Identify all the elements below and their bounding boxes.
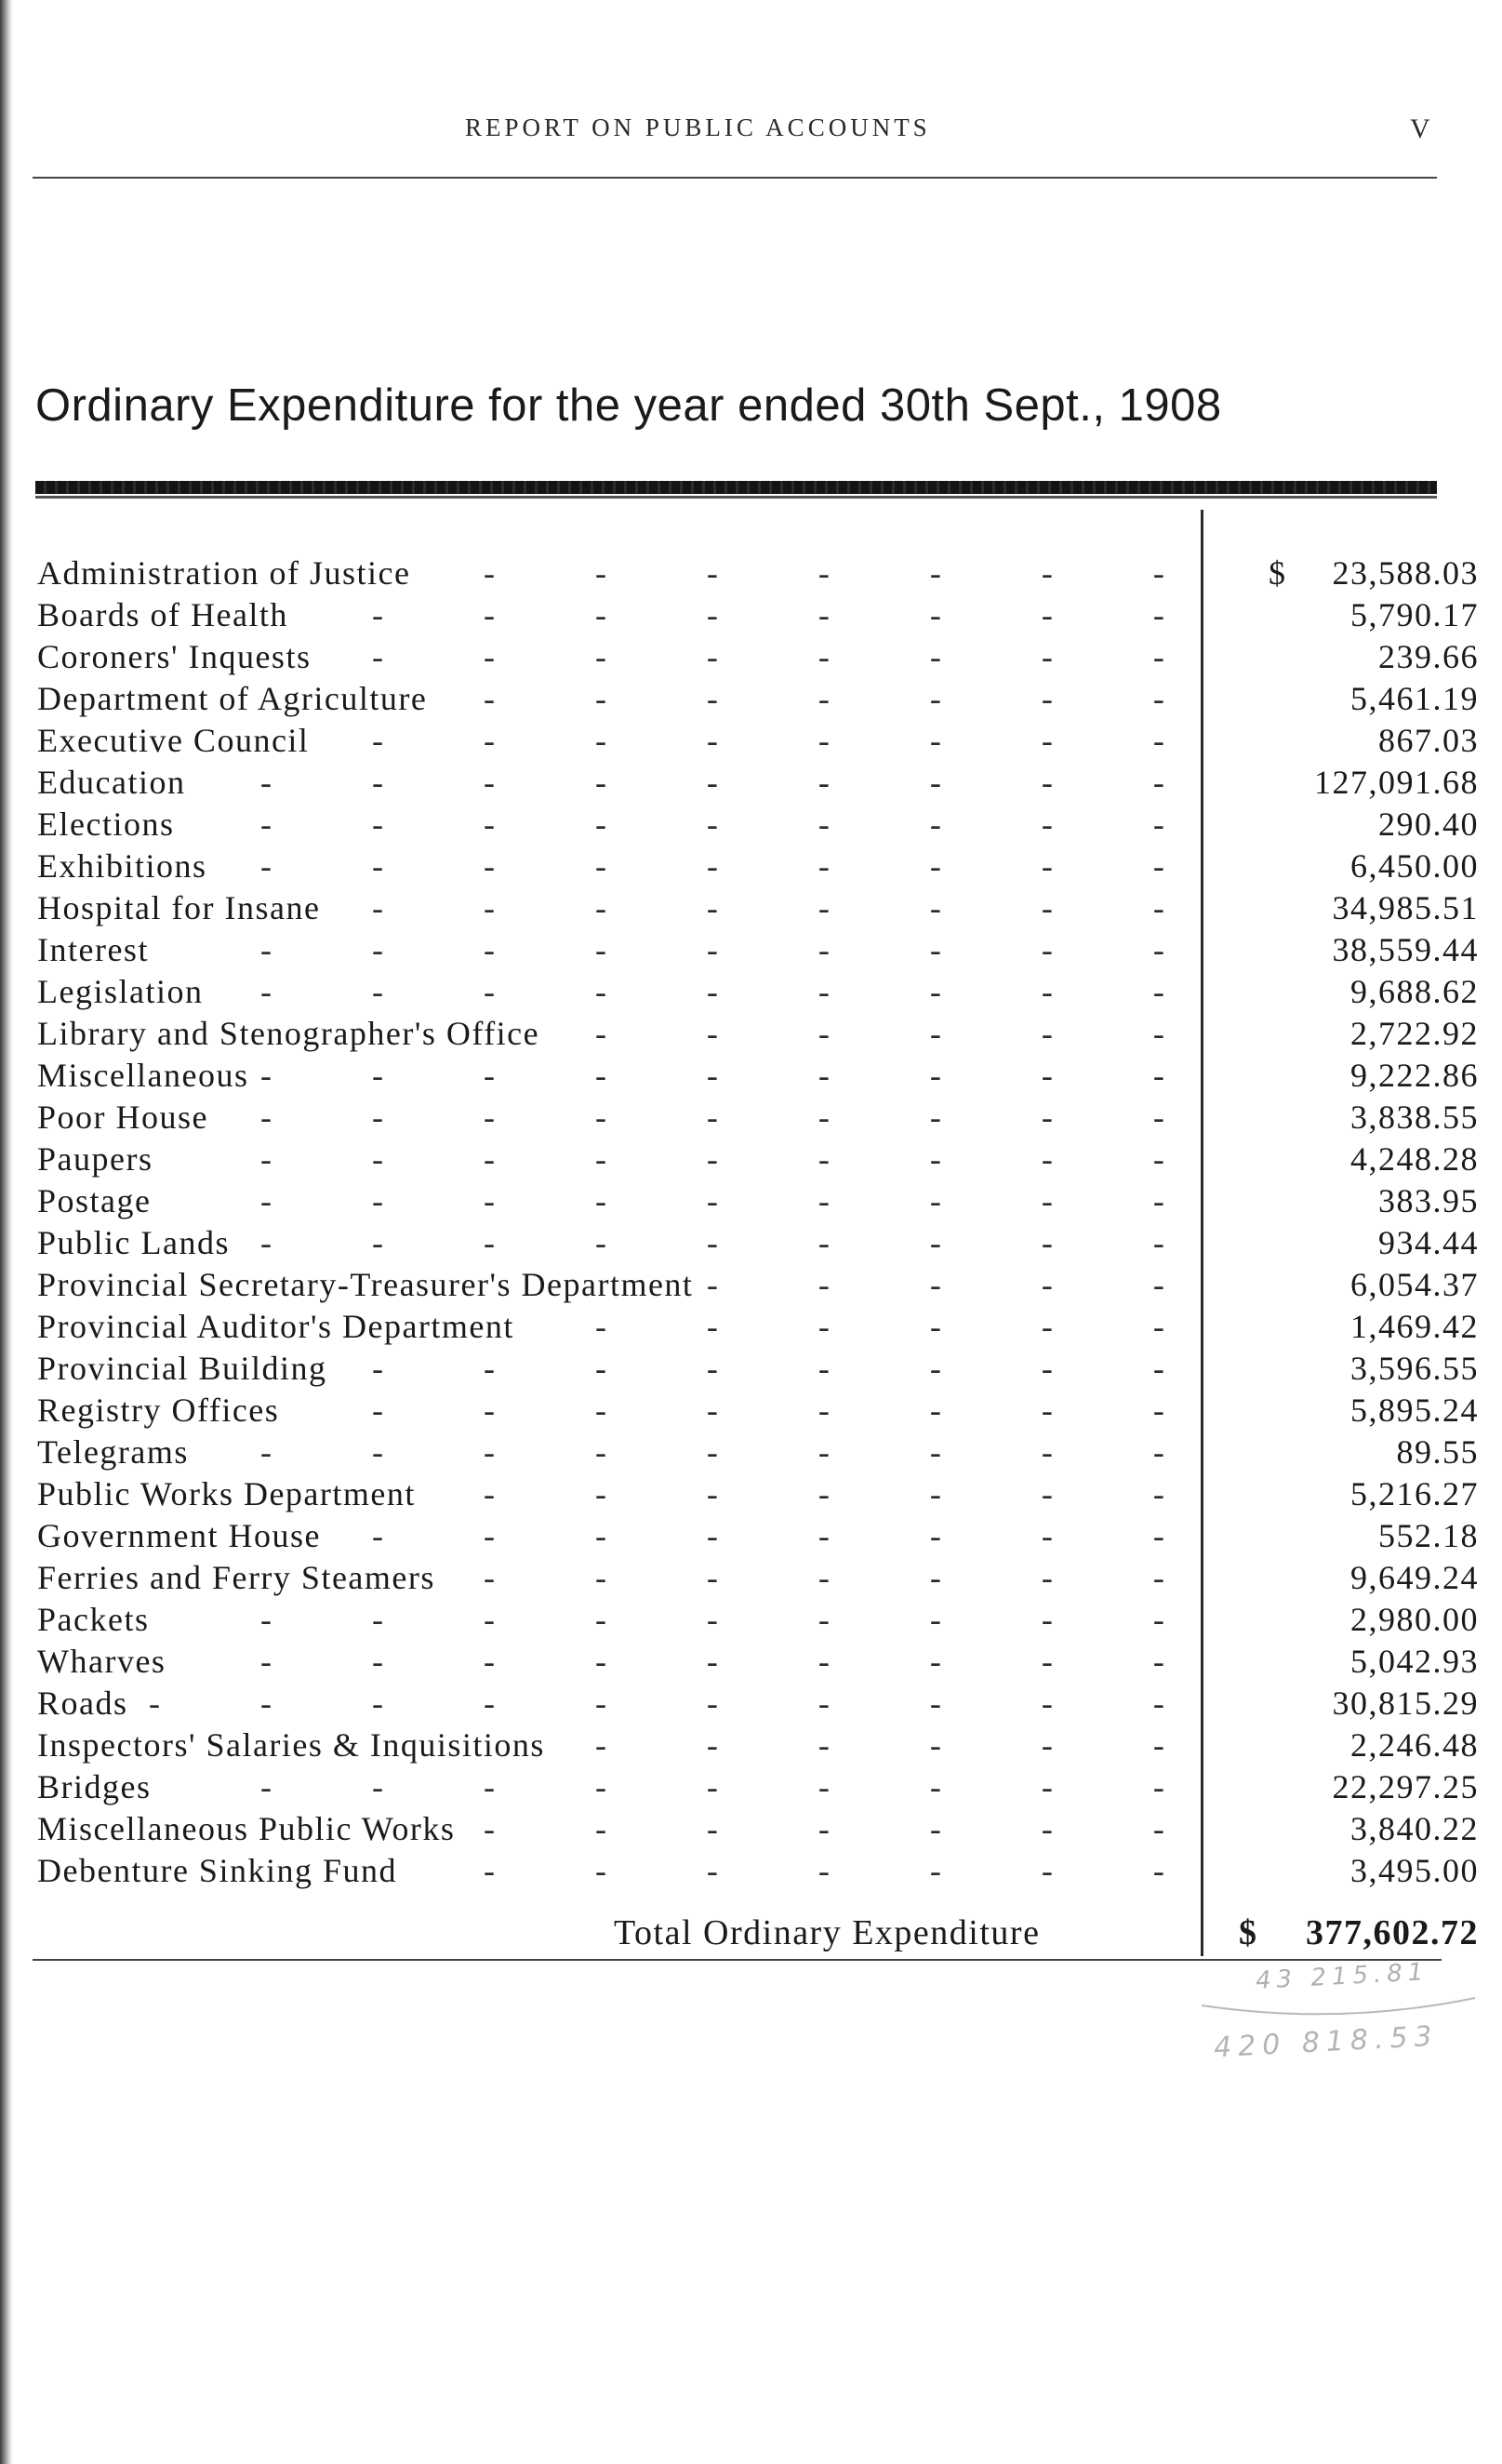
header-rule	[33, 177, 1437, 179]
item-label: Provincial Secretary-Treasurer's Department	[37, 1264, 706, 1306]
item-label: Public Lands	[37, 1222, 243, 1264]
table-row	[37, 1557, 1479, 1599]
item-amount	[1211, 678, 1479, 720]
item-amount-value: 552.18	[1378, 1517, 1479, 1554]
total-row	[37, 1911, 1479, 1955]
dot-leader	[37, 929, 1190, 971]
item-label: Provincial Building	[37, 1348, 340, 1390]
running-head	[0, 113, 1502, 151]
item-amount	[1211, 846, 1479, 887]
total-amount-value: 377,602.72	[1306, 1913, 1479, 1952]
item-label: Inspectors' Salaries & Inquisitions	[37, 1725, 558, 1766]
item-amount-value: 23,588.03	[1332, 554, 1479, 592]
item-amount-value: 934.44	[1378, 1224, 1479, 1261]
item-amount	[1211, 1055, 1479, 1097]
item-label: Elections	[37, 804, 187, 846]
item-amount	[1211, 1557, 1479, 1599]
item-amount	[1211, 1264, 1479, 1306]
footer-rule	[33, 1959, 1442, 1961]
table-row	[37, 1725, 1479, 1766]
item-amount	[1211, 1390, 1479, 1432]
table-row	[37, 1850, 1479, 1892]
item-label: Poor House	[37, 1097, 221, 1139]
item-amount	[1211, 1850, 1479, 1892]
item-label: Legislation	[37, 971, 216, 1013]
item-label: Miscellaneous Public Works	[37, 1808, 468, 1850]
dot-leader	[37, 1683, 1190, 1725]
table-row	[37, 1348, 1479, 1390]
item-amount-value: 9,222.86	[1350, 1057, 1479, 1094]
table-row	[37, 720, 1479, 762]
table-row	[37, 887, 1479, 929]
item-amount	[1211, 1013, 1479, 1055]
table-row	[37, 1055, 1479, 1097]
page-binding-edge	[0, 0, 13, 2464]
item-amount-value: 5,216.27	[1350, 1475, 1479, 1512]
pencil-note-2: 420 818.53	[1213, 2019, 1440, 2065]
table-row	[37, 1013, 1479, 1055]
item-amount	[1211, 636, 1479, 678]
item-amount	[1211, 1180, 1479, 1222]
item-label: Wharves	[37, 1641, 179, 1683]
item-label: Exhibitions	[37, 846, 220, 887]
item-amount-value: 34,985.51	[1332, 889, 1479, 926]
item-amount	[1211, 553, 1479, 594]
item-amount-value: 127,091.68	[1314, 764, 1479, 801]
item-amount-value: 3,840.22	[1350, 1810, 1479, 1847]
item-amount-value: 5,790.17	[1350, 596, 1479, 633]
item-amount-value: 4,248.28	[1350, 1140, 1479, 1178]
item-amount-value: 5,042.93	[1350, 1643, 1479, 1680]
item-amount-value: 5,461.19	[1350, 680, 1479, 717]
heavy-rule-underline	[35, 496, 1437, 499]
item-amount	[1211, 1641, 1479, 1683]
table-row	[37, 1766, 1479, 1808]
item-amount-value: 9,649.24	[1350, 1559, 1479, 1596]
item-amount	[1211, 1473, 1479, 1515]
item-label: Telegrams	[37, 1432, 202, 1473]
item-amount-value: 239.66	[1378, 638, 1479, 675]
table-row	[37, 1180, 1479, 1222]
item-amount	[1211, 720, 1479, 762]
item-label: Government House	[37, 1515, 334, 1557]
table-row	[37, 971, 1479, 1013]
item-label: Ferries and Ferry Steamers	[37, 1557, 448, 1599]
item-amount-value: 22,297.25	[1332, 1768, 1479, 1805]
table-row	[37, 636, 1479, 678]
item-label: Public Works Department	[37, 1473, 429, 1515]
item-amount	[1211, 1222, 1479, 1264]
table-row	[37, 1306, 1479, 1348]
table-row	[37, 553, 1479, 594]
item-label: Hospital for Insane	[37, 887, 333, 929]
item-amount	[1211, 594, 1479, 636]
item-amount	[1211, 1766, 1479, 1808]
item-label: Packets	[37, 1599, 162, 1641]
item-label: Executive Council	[37, 720, 322, 762]
table-row	[37, 1473, 1479, 1515]
item-amount-value: 30,815.29	[1332, 1685, 1479, 1722]
item-amount-value: 2,246.48	[1350, 1726, 1479, 1764]
table-row	[37, 1097, 1479, 1139]
table-row	[37, 1390, 1479, 1432]
item-amount	[1211, 1139, 1479, 1180]
item-label: Paupers	[37, 1139, 166, 1180]
table-row	[37, 846, 1479, 887]
item-label: Registry Offices	[37, 1390, 292, 1432]
dot-leader	[37, 762, 1190, 804]
item-amount	[1211, 887, 1479, 929]
table-row	[37, 1683, 1479, 1725]
dot-leader	[37, 1641, 1190, 1683]
item-amount	[1211, 929, 1479, 971]
item-amount	[1211, 1306, 1479, 1348]
item-label: Provincial Auditor's Department	[37, 1306, 527, 1348]
dot-leader	[37, 1766, 1190, 1808]
item-label: Miscellaneous	[37, 1055, 261, 1097]
page-number: V	[1410, 113, 1432, 144]
item-amount-value: 1,469.42	[1350, 1308, 1479, 1345]
item-amount-value: 2,722.92	[1350, 1015, 1479, 1052]
table-row	[37, 1641, 1479, 1683]
table-row	[37, 1515, 1479, 1557]
table-row	[37, 1264, 1479, 1306]
item-label: Bridges	[37, 1766, 165, 1808]
item-amount-value: 3,596.55	[1350, 1350, 1479, 1387]
item-amount	[1211, 1348, 1479, 1390]
dot-leader	[37, 804, 1190, 846]
item-amount	[1211, 1599, 1479, 1641]
table-row	[37, 929, 1479, 971]
item-amount-value: 6,054.37	[1350, 1266, 1479, 1303]
item-label: Administration of Justice	[37, 553, 423, 594]
table-row	[37, 678, 1479, 720]
item-amount-value: 3,838.55	[1350, 1099, 1479, 1136]
item-amount-value: 3,495.00	[1350, 1852, 1479, 1889]
dot-leader	[37, 1139, 1190, 1180]
table-row	[37, 804, 1479, 846]
item-amount	[1211, 1515, 1479, 1557]
pencil-note-1: 43 215.81	[1255, 1958, 1429, 1995]
item-amount-value: 38,559.44	[1332, 931, 1479, 968]
item-label: Department of Agriculture	[37, 678, 440, 720]
table-row	[37, 594, 1479, 636]
dot-leader	[37, 1432, 1190, 1473]
item-label: Debenture Sinking Fund	[37, 1850, 410, 1892]
item-amount	[1211, 971, 1479, 1013]
item-amount-value: 867.03	[1378, 722, 1479, 759]
item-amount	[1211, 1432, 1479, 1473]
item-label: Library and Stenographer's Office	[37, 1013, 552, 1055]
table-row	[37, 1599, 1479, 1641]
total-amount	[1211, 1911, 1479, 1955]
expenditure-table	[37, 553, 1479, 1892]
item-amount	[1211, 804, 1479, 846]
item-label: Boards of Health	[37, 594, 301, 636]
item-amount	[1211, 1683, 1479, 1725]
item-label: Coroners' Inquests	[37, 636, 324, 678]
item-label: Education	[37, 762, 198, 804]
item-amount-value: 5,895.24	[1350, 1392, 1479, 1429]
total-label: Total Ordinary Expenditure	[614, 1913, 1041, 1952]
table-row	[37, 1139, 1479, 1180]
item-amount-value: 6,450.00	[1350, 847, 1479, 885]
item-amount-value: 2,980.00	[1350, 1601, 1479, 1638]
running-title: REPORT ON PUBLIC ACCOUNTS	[465, 113, 931, 141]
item-amount-value: 89.55	[1396, 1433, 1479, 1471]
item-amount	[1211, 1725, 1479, 1766]
item-amount	[1211, 1097, 1479, 1139]
heavy-rule	[35, 481, 1437, 494]
item-amount	[1211, 762, 1479, 804]
dot-leader	[37, 1180, 1190, 1222]
item-amount-value: 383.95	[1378, 1182, 1479, 1219]
dot-leader	[37, 1599, 1190, 1641]
table-row	[37, 762, 1479, 804]
item-label: Roads	[37, 1683, 141, 1725]
item-amount	[1211, 1808, 1479, 1850]
page-title: Ordinary Expenditure for the year ended 30th Sept., 1908	[35, 380, 1222, 431]
table-row	[37, 1222, 1479, 1264]
table-row	[37, 1808, 1479, 1850]
item-amount-value: 9,688.62	[1350, 973, 1479, 1010]
table-row	[37, 1432, 1479, 1473]
item-label: Interest	[37, 929, 162, 971]
total-currency: $	[1239, 1913, 1258, 1952]
currency-symbol: $	[1269, 554, 1287, 592]
item-amount-value: 290.40	[1378, 806, 1479, 843]
item-label: Postage	[37, 1180, 165, 1222]
